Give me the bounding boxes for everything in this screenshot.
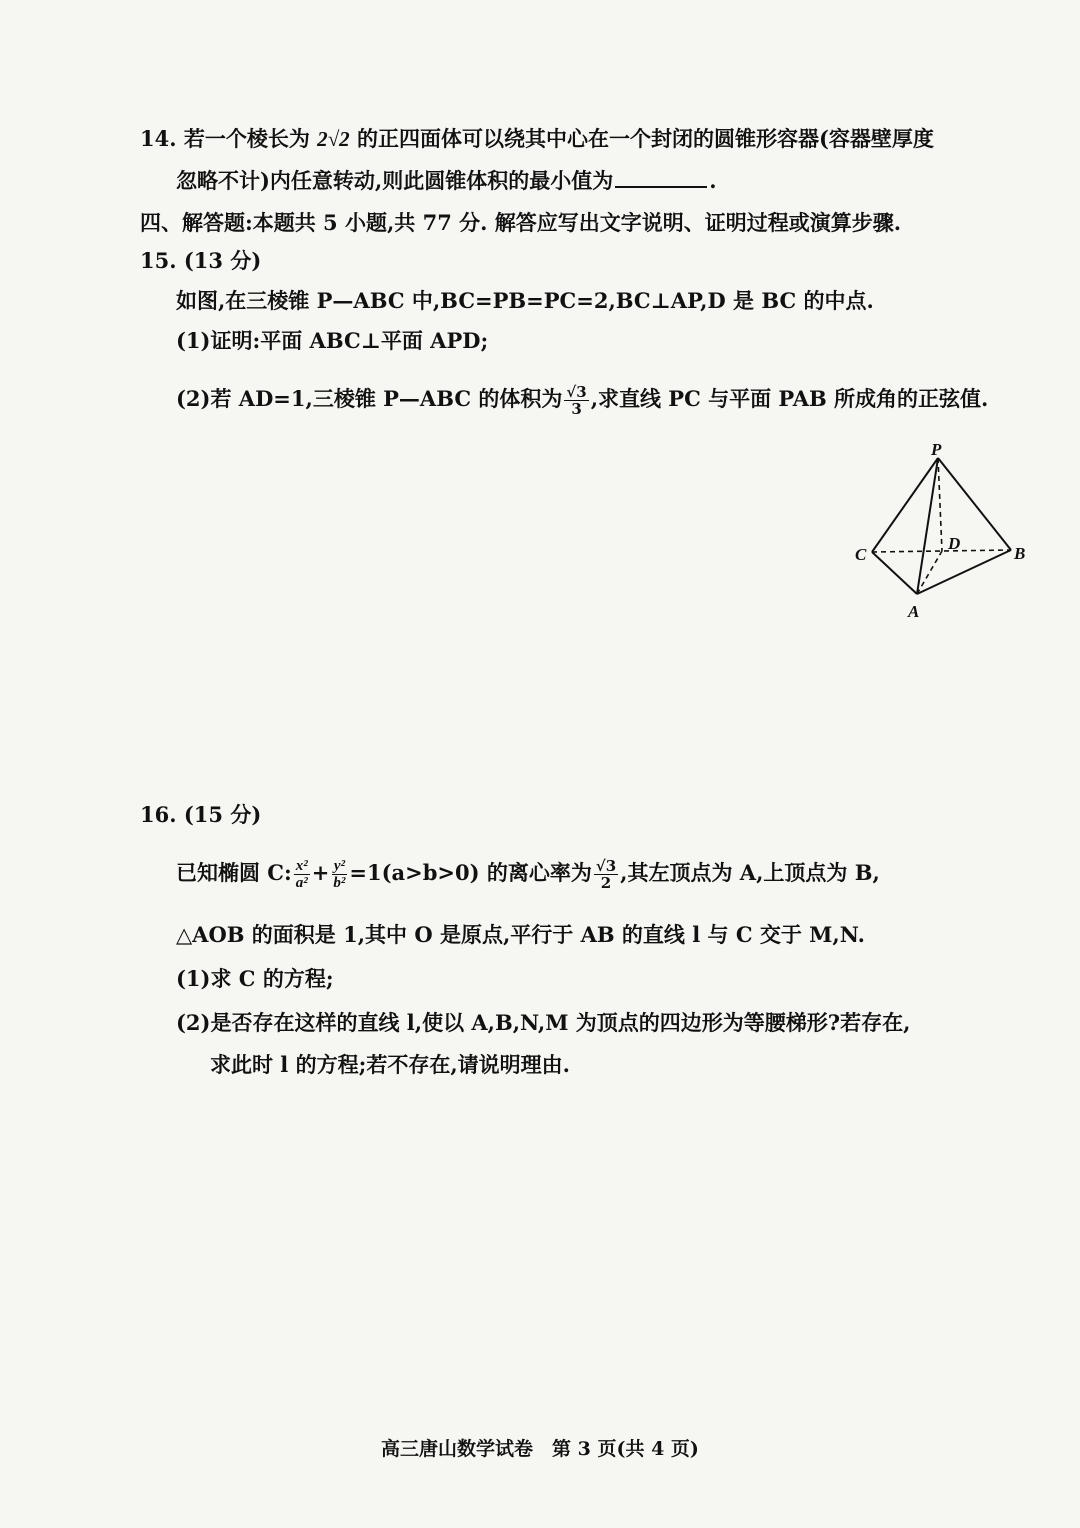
q14-period: . [709,168,717,193]
plus-sign: + [311,860,330,885]
q16-line-1 [176,858,880,891]
section-heading: 四、解答题:本题共 5 小题,共 77 分. 解答应写出文字说明、证明过程或演算步骤. [140,210,902,235]
q14-text-a: 14. 若一个棱长为 [140,126,318,151]
segment-PD-hidden [938,458,942,551]
edge-PC [872,458,938,552]
q16-line-2: △AOB 的面积是 1,其中 O 是原点,平行于 AB 的直线 l 与 C 交于 M,N. [176,922,865,947]
edge-AB [917,550,1011,594]
pyramid-figure [845,438,1045,628]
q15-statement: 如图,在三棱锥 P—ABC 中,BC=PB=PC=2,BC⊥AP,D 是 BC 的中点. [176,288,874,313]
fraction-denominator: 3 [571,400,582,418]
eccentricity-numerator: √3 [595,857,617,875]
fraction-numerator: √3 [566,383,587,401]
q14-line-1 [140,124,934,154]
eccentricity-fraction [594,858,618,891]
q15-part2-text-a: (2)若 AD=1,三棱锥 P—ABC 的体积为 [176,386,563,411]
y-term-fraction [331,858,347,891]
answer-blank [615,166,707,188]
volume-fraction [564,384,588,417]
label-D: D [948,534,961,553]
q16-text-c: ,其左顶点为 A,上顶点为 B, [620,860,880,885]
x-term-numerator: x² [295,858,308,874]
y-term-denominator: b² [333,875,346,891]
page-footer: 高三唐山数学试卷 第 3 页(共 4 页) [381,1438,699,1460]
q14-text-line2: 忽略不计)内任意转动,则此圆锥体积的最小值为 [176,168,614,193]
q15-header: 15. (13 分) [140,248,262,273]
edge-PA [917,458,938,594]
y-term-numerator: y² [333,858,345,874]
q16-part2-line1: (2)是否存在这样的直线 l,使以 A,B,N,M 为顶点的四边形为等腰梯形?若存在, [176,1010,911,1035]
q15-part2 [176,384,988,417]
eccentricity-denominator: 2 [600,874,612,892]
q16-text-b: =1(a>b>0) 的离心率为 [349,860,592,885]
q14-edge-length: 2√2 [317,127,350,151]
q15-part1: (1)证明:平面 ABC⊥平面 APD; [176,328,489,353]
q16-header: 16. (15 分) [140,802,262,827]
label-A: A [908,602,920,621]
x-term-fraction [294,858,310,891]
q14-line-2 [176,166,717,196]
q14-text-c: 的正四面体可以绕其中心在一个封闭的圆锥形容器(容器壁厚度 [349,126,934,151]
q16-part2-line2: 求此时 l 的方程;若不存在,请说明理由. [210,1052,570,1077]
label-B: B [1014,544,1026,563]
label-P: P [931,440,942,459]
label-C: C [855,545,867,564]
q16-text-a: 已知椭圆 C: [176,860,292,885]
q16-part1: (1)求 C 的方程; [176,966,334,991]
q15-part2-text-b: ,求直线 PC 与平面 PAB 所成角的正弦值. [590,386,989,411]
edge-CA [872,552,917,594]
x-term-denominator: a² [295,875,308,891]
